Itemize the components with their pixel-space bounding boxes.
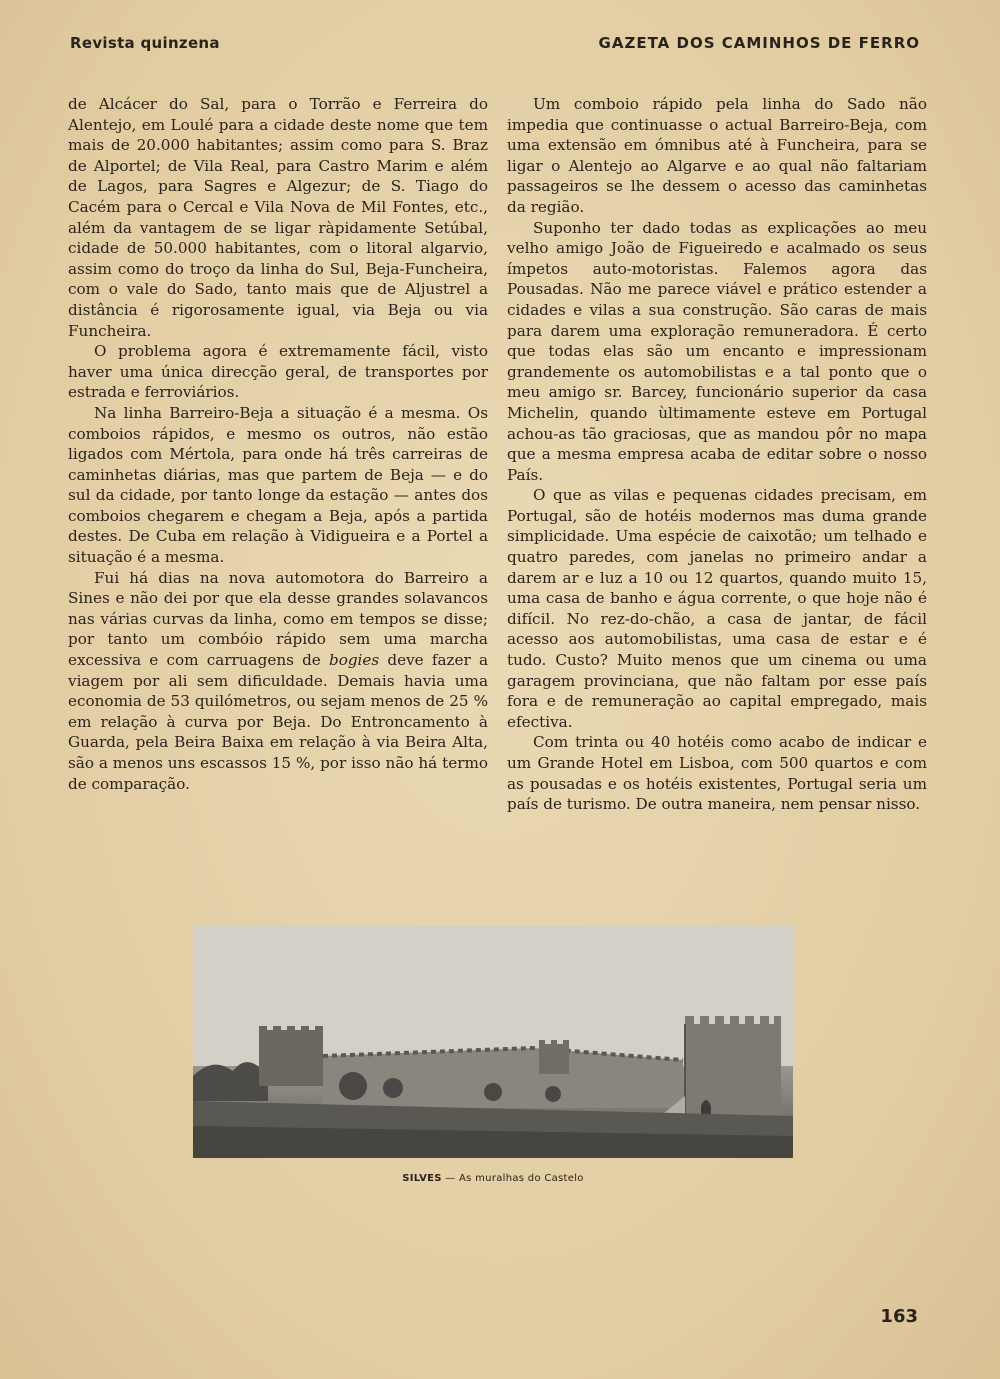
left-column [68,94,488,794]
right-column [507,94,927,815]
text-span: Fui há dias na nova automotora do Barreiro a Sines e não dei por que ela desse grandes solavancos nas várias curvas da linha, como em tempos se disse; por tanto um combóio rápido sem uma marcha excessiva e com carruagens de [68,568,488,670]
paragraph: Na linha Barreiro-Beja a situação é a mesma. Os comboios rápidos, e mesmo os outros, não estão ligados com Mértola, para onde há três carreiras de caminhetas diárias, mas que partem de Beja — e do sul da cidade, por tanto longe da estação — antes dos comboios chegarem e chegam a Beja, após a partida destes. De Cuba em relação à Vidigueira e a Portel a situação é a mesma. [68,403,488,567]
caption-separator: — [441,1173,460,1184]
paragraph: O que as vilas e pequenas cidades precisam, em Portugal, são de hotéis modernos mas duma grande simplicidade. Uma espécie de caixotão; um telhado e quatro paredes, com janelas no primeiro andar a darem ar e luz a 10 ou 12 quartos, quando muito 15, uma casa de banho e água corrente, o que hoje não é difícil. No rez-do-chão, a casa de jantar, de fácil acesso aos automobilistas, uma casa de estar e é tudo. Custo? Muito menos que um cinema ou uma garagem provinciana, que não faltam por esse país fora e de remuneração ao capital empregado, mais efectiva. [507,486,927,731]
running-header-title: GAZETA DOS CAMINHOS DE FERRO [598,34,920,52]
photo-illustration [193,926,793,1158]
caption-text: As muralhas do Castelo [459,1173,584,1184]
italic-term: bogies [328,651,380,670]
page-number: 163 [880,1306,918,1327]
running-header-left: Revista quinzena [70,34,220,52]
paragraph: Suponho ter dado todas as explicações ao meu velho amigo João de Figueiredo e acalmado os seus ímpetos auto-motoristas. Falemos agora das Pousadas. Não me parece viável e prático estender a cidades e vilas a sua construção. São caras de mais para darem uma exploração remuneradora. É certo que todas elas são um encanto e impressionam grandemente os automobilistas e a tal ponto que o meu amigo sr. Barcey, funcionário superior da casa Michelin, quando ùltimamente esteve em Portugal achou-as tão graciosas, que as mandou pôr no mapa que a mesma empresa acaba de editar sobre o nosso País. [507,218,927,484]
caption-place: SILVES [402,1173,442,1184]
text-span: deve fazer a viagem por ali sem dificuldade. Demais havia uma economia de 53 quilómetros, ou sejam menos de 25 % em relação à curva por Beja. Do Entroncamento à Guarda, pela Beira Baixa em relação à via Beira Alta, são a menos uns escassos 15 %, por isso não há termo de comparação. [68,651,488,793]
paragraph: O problema agora é extremamente fácil, visto haver uma única direcção geral, de transportes por estrada e ferroviários. [68,342,488,402]
paragraph: Um comboio rápido pela linha do Sado não impedia que continuasse o actual Barreiro-Beja, com uma extensão em ómnibus até à Funcheira, para se ligar o Alentejo ao Algarve e ao qual não faltariam passageiros se lhe dessem o acesso das caminhetas da região. [507,95,927,216]
photo-caption [193,1173,793,1184]
paragraph [68,568,488,795]
paragraph: Com trinta ou 40 hotéis como acabo de indicar e um Grande Hotel em Lisboa, com 500 quartos e com as pousadas e os hotéis existentes, Portugal seria um país de turismo. De outra maneira, nem pensar nisso. [507,733,927,814]
castle-walls-photo [193,926,793,1158]
paragraph: de Alcácer do Sal, para o Torrão e Ferreira do Alentejo, em Loulé para a cidade deste nome que tem mais de 20.000 habitantes; assim como para S. Braz de Alportel; de Vila Real, para Castro Marim e além de Lagos, para Sagres e Algezur; de S. Tiago do Cacém para o Cercal e Vila Nova de Mil Fontes, etc., além da vantagem de se ligar ràpidamente Setúbal, cidade de 50.000 habitantes, com o litoral algarvio, assim como do troço da linha do Sul, Beja-Funcheira, com o vale do Sado, tanto mais que de Aljustrel a distância é rigorosamente igual, via Beja ou via Funcheira. [68,95,488,340]
